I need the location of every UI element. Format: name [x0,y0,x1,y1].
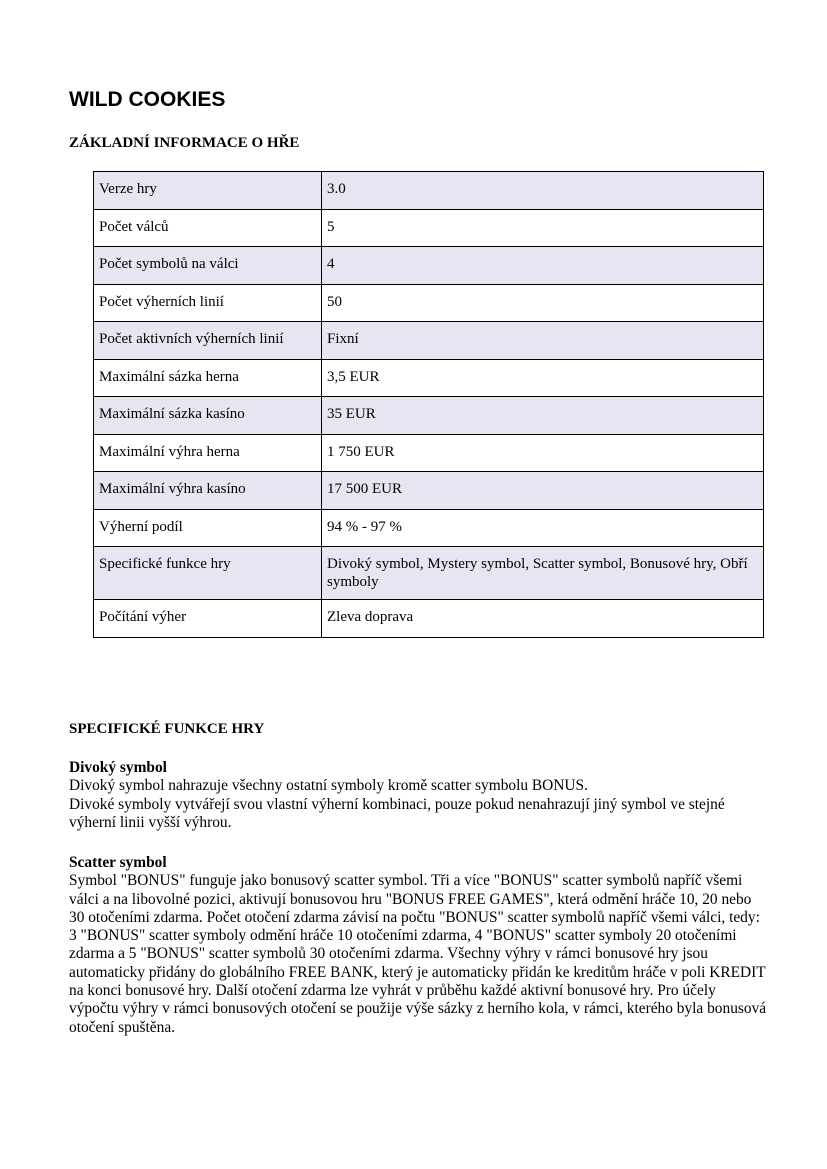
row-value: Divoký symbol, Mystery symbol, Scatter symbol, Bonusové hry, Obří symboly [322,547,764,600]
row-value: 3,5 EUR [322,359,764,397]
row-label: Počet aktivních výherních linií [94,322,322,360]
basic-info-heading: ZÁKLADNÍ INFORMACE O HŘE [69,135,300,151]
row-label: Verze hry [94,172,322,210]
scatter-symbol-section [69,854,769,1037]
row-value: 35 EUR [322,397,764,435]
row-value: 4 [322,247,764,285]
row-label: Počet symbolů na válci [94,247,322,285]
table-row [94,434,764,472]
table-row [94,547,764,600]
row-label: Počet válců [94,209,322,247]
row-label: Maximální výhra kasíno [94,472,322,510]
row-value: Fixní [322,322,764,360]
row-label: Maximální sázka herna [94,359,322,397]
wild-symbol-text-2: Divoké symboly vytvářejí svou vlastní výherní kombinaci, pouze pokud nenahrazují jiný symbol ve stejné výherní linii vyšší výhrou. [69,795,725,831]
row-value: 5 [322,209,764,247]
table-row [94,284,764,322]
features-heading: SPECIFICKÉ FUNKCE HRY [69,721,265,737]
scatter-symbol-heading: Scatter symbol [69,854,167,871]
wild-symbol-heading: Divoký symbol [69,759,167,776]
table-row [94,172,764,210]
row-value: 17 500 EUR [322,472,764,510]
scatter-symbol-text: Symbol "BONUS" funguje jako bonusový scatter symbol. Tři a více "BONUS" scatter symbolů napříč všemi válci a na libovolné pozici, aktivují bonusovou hru "BONUS FREE GAMES", která odmění hráče 10, 20 nebo 30 otočeními zdarma. Počet otočení zdarma závisí na počtu "BONUS" scatter symbolů napříč všemi válci, tedy: 3 "BONUS" scatter symboly odmění hráče 10 otočeními zdarma, 4 "BONUS" scatter symboly 20 otočeními zdarma a 5 "BONUS" scatter symbolů 30 otočeními zdarma. Všechny výhry v rámci bonusové hry jsou automaticky přidány do globálního FREE BANK, který je automaticky přidán ke kreditům hráče v poli KREDIT na konci bonusové hry. Další otočení zdarma lze vyhrát v průběhu každé aktivní bonusové hry. Pro účely výpočtu výhry v rámci bonusových otočení se použije výše sázky z herního kola, v rámci, kterého byla bonusová otočení spuštěna. [69,872,767,1036]
row-value: 3.0 [322,172,764,210]
game-info-table [93,171,764,638]
table-row [94,600,764,638]
table-row [94,472,764,510]
table-row [94,247,764,285]
wild-symbol-text-1: Divoký symbol nahrazuje všechny ostatní symboly kromě scatter symbolu BONUS. [69,777,588,795]
row-value: Zleva doprava [322,600,764,638]
row-value: 1 750 EUR [322,434,764,472]
row-label: Výherní podíl [94,509,322,547]
row-label: Maximální výhra herna [94,434,322,472]
row-label: Počet výherních linií [94,284,322,322]
table-row [94,209,764,247]
table-row [94,359,764,397]
row-value: 94 % - 97 % [322,509,764,547]
table-row [94,509,764,547]
row-value: 50 [322,284,764,322]
row-label: Počítání výher [94,600,322,638]
row-label: Specifické funkce hry [94,547,322,600]
table-row [94,397,764,435]
wild-symbol-section [69,759,769,832]
row-label: Maximální sázka kasíno [94,397,322,435]
table-row [94,322,764,360]
document-title: WILD COOKIES [69,88,226,111]
